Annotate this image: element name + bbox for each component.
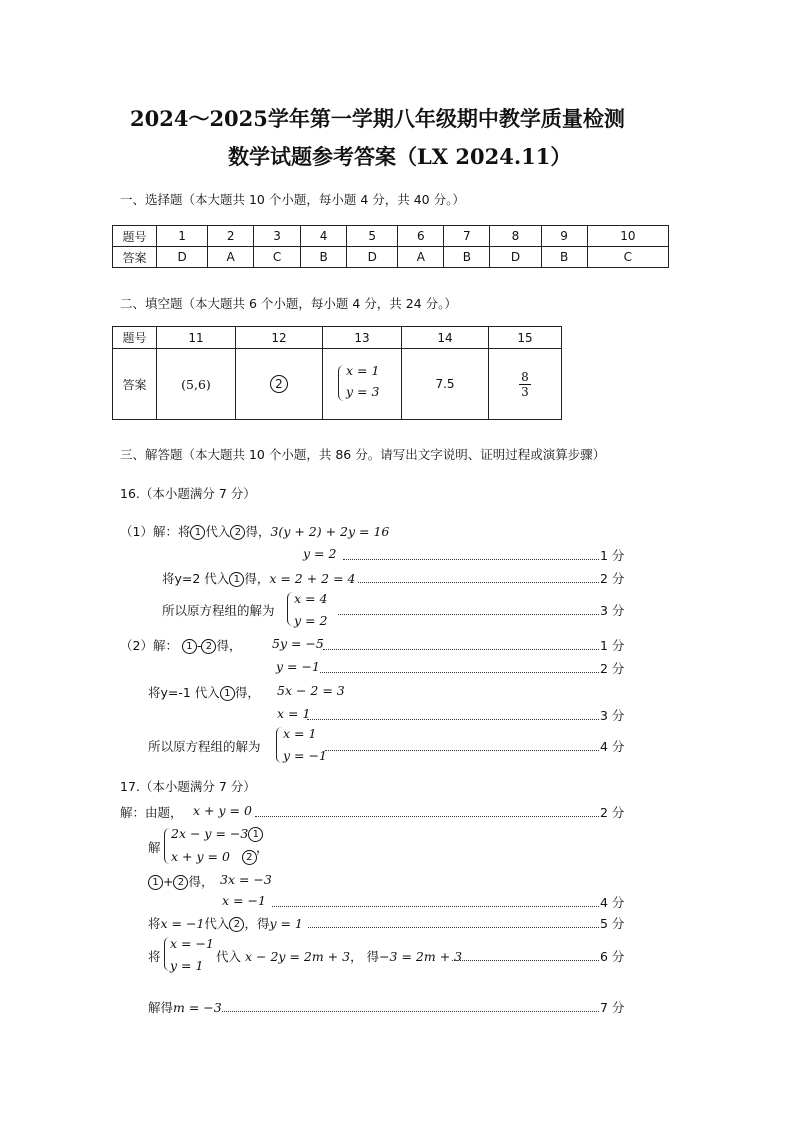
answer-15-fraction — [519, 370, 531, 399]
text: 解 — [148, 840, 161, 855]
question-number: 4 — [301, 226, 347, 247]
q17-line7 — [148, 998, 222, 1016]
dot-leader — [325, 750, 599, 751]
text: 所以原方程组的解为 — [148, 739, 261, 754]
equation: x − 2y = 2m + 3 — [245, 949, 351, 964]
q16-p1-line1 — [120, 522, 389, 540]
answer-cell: C — [587, 247, 668, 268]
q16-heading: 16.（本小题满分 7 分） — [120, 486, 256, 501]
score: 1 分 — [600, 548, 625, 563]
score: 4 分 — [600, 895, 625, 910]
fill-answer-table — [112, 326, 562, 420]
q16-p1-label: （1）解：将 — [120, 524, 191, 539]
equation: x + y = 0 — [171, 849, 230, 864]
dot-leader — [338, 614, 599, 615]
score: 1 分 — [600, 638, 625, 653]
dot-leader — [307, 719, 599, 720]
question-number: 11 — [157, 327, 236, 349]
answer-13-y: y = 3 — [346, 383, 380, 399]
answer-cell: A — [398, 247, 444, 268]
equation: y = 1 — [170, 958, 204, 973]
answer-12-circled: 2 — [270, 375, 288, 393]
brace — [287, 592, 293, 626]
table-header-cell: 题号 — [113, 327, 157, 349]
answer-13-x: x = 1 — [346, 362, 380, 378]
text: 得， — [244, 571, 270, 586]
score: 3 分 — [600, 708, 625, 723]
answer-cell: C — [254, 247, 301, 268]
equation: x + y = 0 — [193, 803, 252, 818]
answer-cell: D — [490, 247, 541, 268]
question-number: 5 — [347, 226, 398, 247]
score: 3 分 — [600, 603, 625, 618]
text: 得， — [245, 524, 271, 539]
circled-number: 1 — [148, 875, 163, 890]
dot-leader — [358, 582, 599, 583]
equation: y = −1 — [276, 659, 320, 674]
text: 得， — [216, 638, 242, 653]
equation: x = 4 — [294, 591, 328, 606]
score: 5 分 — [600, 916, 625, 931]
fraction-denominator: 3 — [521, 384, 529, 399]
text: 代入 — [216, 949, 242, 964]
circled-number: 2 — [173, 875, 188, 890]
equation: x = −1 — [170, 936, 214, 951]
q16-p2-line1 — [120, 636, 241, 654]
text: 解得 — [148, 1000, 174, 1015]
circled-number: 1 — [190, 525, 205, 540]
q17-line6 — [216, 947, 462, 965]
equation: m = −3 — [173, 1000, 222, 1015]
question-number: 7 — [444, 226, 490, 247]
answer-cell: B — [301, 247, 347, 268]
dot-leader — [222, 1011, 599, 1012]
score: 2 分 — [600, 805, 625, 820]
question-number: 13 — [323, 327, 402, 349]
dot-leader — [255, 816, 599, 817]
table-header-cell: 答案 — [113, 349, 157, 420]
text: + — [163, 874, 174, 889]
answer-cell-12 — [236, 349, 323, 420]
answer-cell-13 — [323, 349, 402, 420]
circled-number: 1 — [182, 639, 197, 654]
circled-number: 2 — [230, 525, 245, 540]
question-number: 15 — [489, 327, 562, 349]
equation: x = 1 — [277, 706, 311, 721]
text: 所以原方程组的解为 — [162, 603, 275, 618]
q16-p1-line3 — [162, 569, 356, 587]
circled-number: 2 — [242, 850, 257, 865]
answer-11: (5,6) — [181, 376, 211, 392]
dot-leader — [272, 906, 599, 907]
equation: x = −1 — [160, 916, 205, 931]
section-1-heading: 一、选择题（本大题共 10 个小题，每小题 4 分，共 40 分。） — [120, 192, 465, 207]
circled-number: 1 — [229, 572, 244, 587]
text: 将y=2 代入 — [162, 571, 230, 586]
question-number: 3 — [254, 226, 301, 247]
fraction-numerator: 8 — [521, 369, 529, 384]
dot-leader — [343, 559, 599, 560]
text: 解：由题， — [120, 805, 183, 820]
text: ， 得 — [350, 949, 380, 964]
circled-number: 1 — [220, 686, 235, 701]
question-number: 12 — [236, 327, 323, 349]
question-number: 8 — [490, 226, 541, 247]
brace — [276, 727, 282, 763]
answer-cell-14 — [402, 349, 489, 420]
equation: 3(y + 2) + 2y = 16 — [270, 524, 390, 539]
equation: y = 2 — [303, 546, 337, 561]
question-number: 1 — [157, 226, 208, 247]
score: 6 分 — [600, 949, 625, 964]
answer-cell-11 — [157, 349, 236, 420]
text: ，得 — [244, 916, 270, 931]
equation: x = 2 + 2 = 4 — [269, 571, 356, 586]
q17-line5 — [148, 914, 303, 932]
equation: x = −1 — [222, 893, 266, 908]
brace — [164, 828, 170, 864]
dot-leader — [452, 960, 599, 961]
equation: 5y = −5 — [272, 636, 324, 651]
dot-leader — [320, 672, 599, 673]
dot-leader — [323, 649, 599, 650]
table-header-cell: 题号 — [113, 226, 157, 247]
equation: 3x = −3 — [220, 872, 272, 887]
question-number: 9 — [541, 226, 587, 247]
choice-answer-table — [112, 225, 669, 268]
brace — [338, 365, 344, 401]
equation: y = 2 — [294, 613, 328, 628]
score: 7 分 — [600, 1000, 625, 1015]
equation: y = 1 — [269, 916, 303, 931]
text: 得， — [188, 874, 214, 889]
score: 4 分 — [600, 739, 625, 754]
text: 代入 — [205, 524, 231, 539]
text: 代入 — [204, 916, 230, 931]
equation: 5x − 2 = 3 — [277, 683, 345, 698]
equation: y = −1 — [283, 748, 327, 763]
answer-cell: D — [157, 247, 208, 268]
q17-line3 — [148, 872, 214, 890]
equation — [171, 826, 263, 842]
q17-heading: 17.（本小题满分 7 分） — [120, 779, 256, 794]
equation — [171, 849, 257, 865]
text: 将 — [148, 949, 161, 964]
answer-cell: B — [444, 247, 490, 268]
answer-cell-15 — [489, 349, 562, 420]
text: 得， — [234, 685, 260, 700]
equation: −3 = 2m + 3 — [379, 949, 463, 964]
table-header-cell: 答案 — [113, 247, 157, 268]
text: - — [196, 638, 202, 653]
section-3-heading: 三、解答题（本大题共 10 个小题，共 86 分。请写出文字说明、证明过程或演算步骤） — [120, 447, 606, 462]
score: 2 分 — [600, 661, 625, 676]
circled-number: 2 — [229, 917, 244, 932]
dot-leader — [308, 927, 599, 928]
text: ， — [256, 840, 269, 855]
question-number: 6 — [398, 226, 444, 247]
answer-cell: B — [541, 247, 587, 268]
q16-p2-line3 — [148, 683, 260, 701]
equation: x = 1 — [283, 726, 317, 741]
title-line-2: 数学试题参考答案（LX 2024.11） — [228, 144, 572, 169]
question-number: 10 — [587, 226, 668, 247]
text: 将 — [148, 916, 161, 931]
answer-14: 7.5 — [435, 377, 455, 391]
text: 将y=-1 代入 — [148, 685, 220, 700]
equation: 2x − y = −3 — [171, 826, 249, 841]
question-number: 2 — [208, 226, 254, 247]
answer-cell: D — [347, 247, 398, 268]
score: 2 分 — [600, 571, 625, 586]
q16-p2-label: （2）解： — [120, 638, 178, 653]
answer-cell: A — [208, 247, 254, 268]
circled-number: 2 — [201, 639, 216, 654]
question-number: 14 — [402, 327, 489, 349]
title-line-1: 2024～2025学年第一学期八年级期中教学质量检测 — [130, 106, 625, 131]
circled-number: 1 — [248, 827, 263, 842]
section-2-heading: 二、填空题（本大题共 6 个小题，每小题 4 分，共 24 分。） — [120, 296, 457, 311]
